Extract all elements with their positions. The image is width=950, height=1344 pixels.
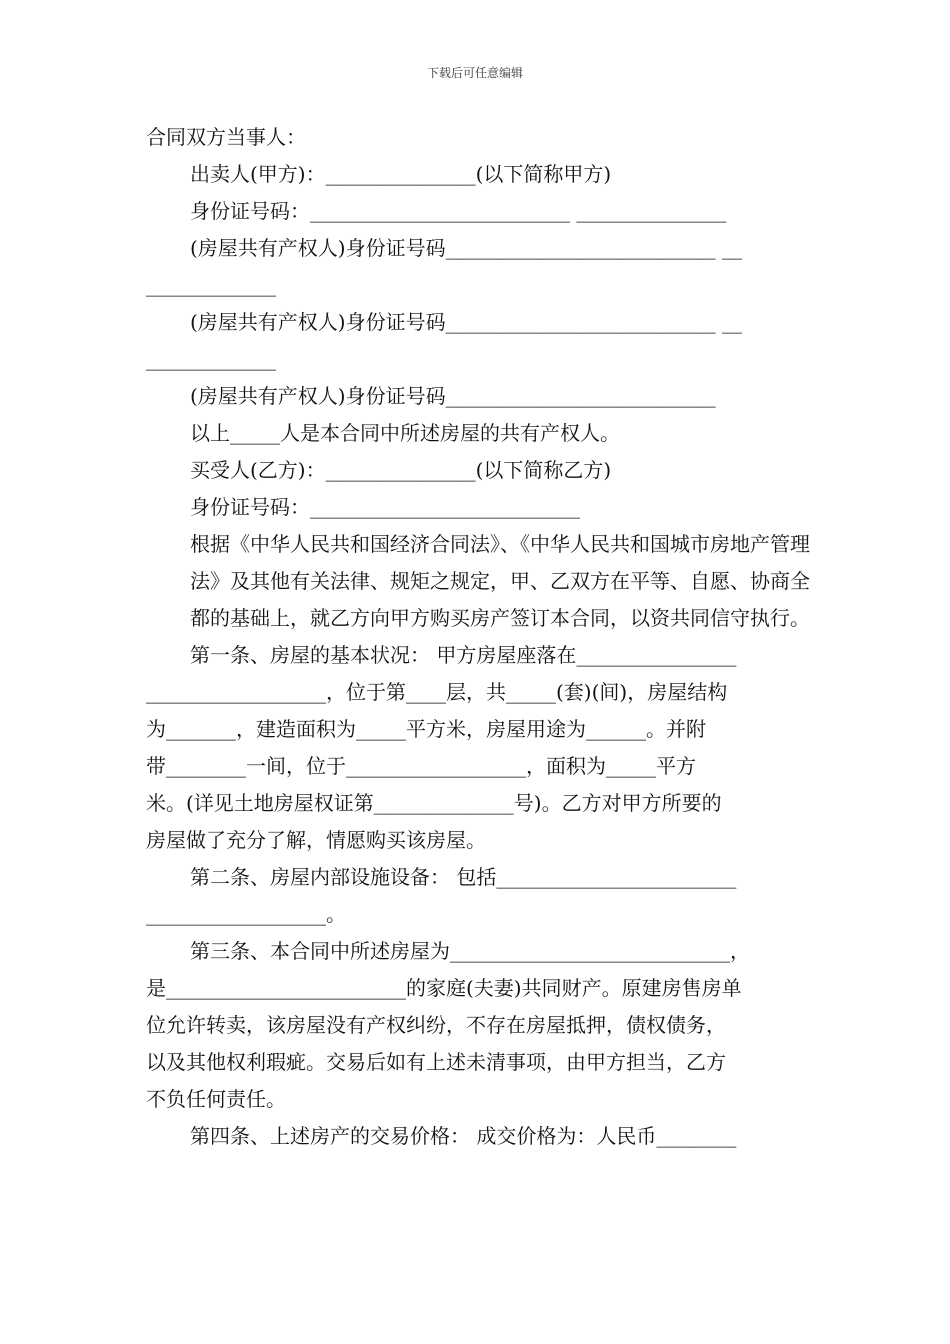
co-owner-id-line: (房屋共有产权人)身份证号码___________________________ __ <box>190 236 742 260</box>
co-owner-id-line: (房屋共有产权人)身份证号码___________________________ __ <box>190 310 742 334</box>
article-1-line: __________________，位于第____层，共_____(套)(间)，房屋结构 <box>146 680 728 704</box>
page-header-note: 下载后可任意编辑 <box>426 66 523 80</box>
seller-line: 出卖人(甲方)：_______________(以下简称甲方) <box>190 162 612 186</box>
article-3-line: 是________________________的家庭(夫妻)共同财产。原建房售房单 <box>146 976 742 1000</box>
article-1-line: 米。(详见土地房屋权证第______________号)。乙方对甲方所要的 <box>146 791 722 815</box>
buyer-line: 买受人(乙方)：_______________(以下简称乙方) <box>190 458 612 482</box>
article-2-line: 第二条、房屋内部设施设备： 包括________________________ <box>190 865 737 889</box>
article-1-line: 带________一间，位于__________________，面积为_____平方 <box>146 754 696 778</box>
article-1-line: 为_______，建造面积为_____平方米，房屋用途为______。并附 <box>146 717 706 741</box>
article-1-line: 房屋做了充分了解，情愿购买该房屋。 <box>146 828 486 852</box>
co-owner-id-continuation: _____________ <box>146 273 276 297</box>
article-3-line: 位允许转卖，该房屋没有产权纠纷，不存在房屋抵押，债权债务， <box>146 1013 726 1037</box>
article-1-line: 第一条、房屋的基本状况： 甲方房屋座落在________________ <box>190 643 737 667</box>
seller-id-line: 身份证号码：__________________________ _______________ <box>190 199 727 223</box>
co-owner-id-continuation: _____________ <box>146 347 276 371</box>
co-owner-id-line: (房屋共有产权人)身份证号码___________________________ <box>190 384 716 408</box>
preamble-paragraph: 根据《中华人民共和国经济合同法》、《中华人民共和国城市房地产管理法》及其他有关法律、规矩之规定，甲、乙双方在平等、自愿、协商全都的基础上，就乙方向甲方购买房产签订本合同，以资共同信守执行。 <box>190 532 810 630</box>
co-owner-count-line: 以上_____人是本合同中所述房屋的共有产权人。 <box>190 421 620 445</box>
article-3-line: 不负任何责任。 <box>146 1087 286 1111</box>
buyer-id-line: 身份证号码：___________________________ <box>190 495 580 519</box>
parties-heading: 合同双方当事人： <box>146 125 306 149</box>
article-3-line: 以及其他权利瑕疵。交易后如有上述未清事项，由甲方担当，乙方 <box>146 1050 726 1074</box>
article-3-line: 第三条、本合同中所述房屋为____________________________， <box>190 939 750 963</box>
article-2-line: __________________。 <box>146 902 346 926</box>
article-4-line: 第四条、上述房产的交易价格： 成交价格为：人民币________ <box>190 1124 737 1148</box>
contract-body <box>146 119 810 1155</box>
